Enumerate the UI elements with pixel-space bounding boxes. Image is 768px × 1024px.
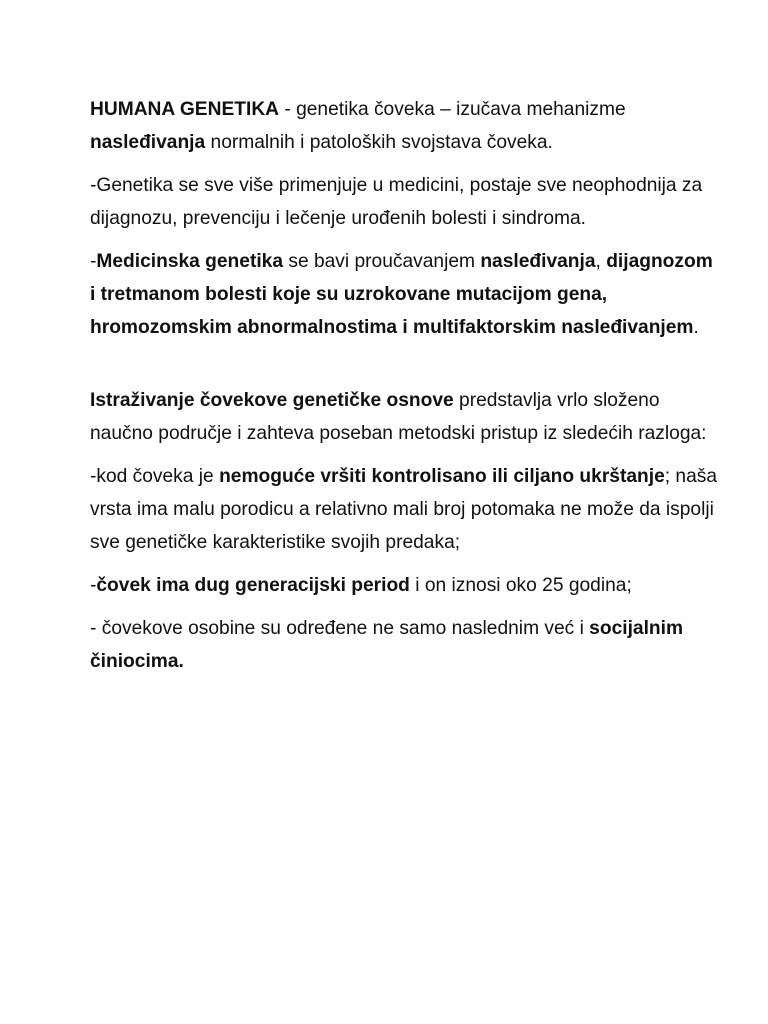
research-bold-term: Istraživanje čovekove genetičke osnove: [90, 390, 454, 411]
paragraph-medical-genetics: [90, 245, 720, 344]
intro-bold-term: nasleđivanja: [90, 132, 206, 153]
generation-text: i on iznosi oko 25 godina;: [409, 575, 632, 596]
crossing-text-2: ; naša vrsta ima malu porodicu a relativno mali broj potomaka ne može da ispolji sve genetičke karakteristike svojih predaka;: [90, 466, 718, 553]
paragraph-medicine: -Genetika se sve više primenjuje u medicini, postaje sve neophodnija za dijagnozu, prevenciju i lečenje urođenih bolesti i sindroma.: [90, 175, 703, 229]
social-bold: socijalnim činiocima.: [90, 618, 684, 672]
paragraph-intro: [90, 93, 720, 159]
generation-bold: čovek ima dug generacijski period: [96, 575, 410, 596]
crossing-text-1: -kod čoveka je: [90, 466, 220, 487]
paragraph-reason-crossing: [90, 460, 720, 559]
crossing-bold: nemoguće vršiti kontrolisano ili ciljano ukrštanje: [219, 466, 665, 487]
mg-bold-description: dijagnozom i tretmanom bolesti koje su uzrokovane mutacijom gena, hromozomskim abnormalnostima i multifaktorskim nasleđivanjem: [90, 251, 713, 338]
doc-title: HUMANA GENETIKA: [90, 99, 280, 120]
blank-line: [90, 354, 720, 384]
mg-text-1: se bavi proučavanjem: [283, 251, 481, 272]
research-text: predstavlja vrlo složeno naučno područje i zahteva poseban metodski pristup iz sledećih razloga:: [90, 390, 707, 444]
mg-text-2: ,: [595, 251, 607, 272]
paragraph-reason-social: [90, 612, 720, 678]
intro-text-2: normalnih i patoloških svojstava čoveka.: [205, 132, 553, 153]
mg-bold-term: Medicinska genetika: [96, 251, 284, 272]
paragraph-research: [90, 384, 720, 450]
generation-dash: -: [90, 575, 97, 596]
paragraph-reason-generation: [90, 569, 720, 602]
intro-text-1: - genetika čoveka – izučava mehanizme: [279, 99, 626, 120]
mg-text-3: .: [693, 317, 699, 338]
mg-dash: -: [90, 251, 97, 272]
social-text: - čovekove osobine su određene ne samo naslednim već i: [90, 618, 590, 639]
document-page: [90, 93, 720, 688]
mg-bold-inheritance: nasleđivanja: [480, 251, 596, 272]
